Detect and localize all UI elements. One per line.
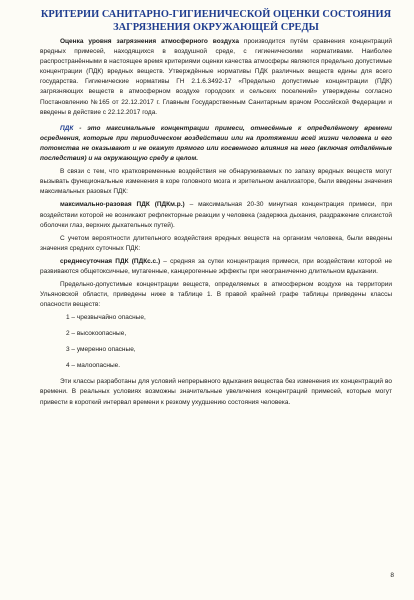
page-title <box>40 8 392 34</box>
hazard-class-item: 2 – высокоопасные, <box>66 330 127 338</box>
pdk-definition-text: - это максимальные концентрации примеси, отнесённые к определённому времени осреднения, которые при периодическом воздействии или на протяжении всей жизни человека и его потомства не оказывают и не окажут прямого или косвенного влияния на него (включая отдалённые последствия) и на окружающую среду в целом. <box>40 124 392 163</box>
intro-text: производится путём сравнения концентраций вредных примесей, находящихся в воздушной среде, с гигиеническими нормативами. Наиболее распространёнными в настоящее время критериями оценки качества атмосферы являются предельно допустимые концентрации (ПДК) вредных веществ. Утверждённые нормативы ПДК различных веществ едины для всего государства. Гигиенические нормативы ГН 2.1.6.3492-17 «Предельно допустимые концентрации (ПДК) загрязняющих веществ в атмосферном воздухе городских и сельских поселений» утверждены согласно Постановлению №165 от 22.12.2017 г. Главным Государственным Санитарным врачом Российской Федерации и введены в действие с 22.12.2017 года. <box>40 38 392 116</box>
page-number: 8 <box>390 572 394 579</box>
paragraph-conclusion: Эти классы разработаны для условий непрерывного вдыхания вещества без изменения их концентраций во времени. В реальных условиях возможны значительные увеличения концентраций примесей, которые могут привести в короткий интервал времени к резкому ухудшению состояния человека. <box>40 378 392 406</box>
paragraph-short-term: В связи с тем, что кратковременные воздействия не обнаруживаемых по запаху вредных веществ могут вызывать функциональные изменения в коре головного мозга и зрительном анализаторе, были введены значения максимальных разовых ПДК: <box>40 168 392 196</box>
paragraph-table-intro: Предельно-допустимые концентрации веществ, определяемых в атмосферном воздухе на территории Ульяновской области, приведены ниже в таблице 1. В правой крайней графе таблицы приведены классы опасности веществ: <box>40 281 392 309</box>
paragraph-max-single <box>40 200 392 230</box>
paragraph-daily-average <box>40 257 392 277</box>
title-line-1: КРИТЕРИИ САНИТАРНО-ГИГИЕНИЧЕСКОЙ ОЦЕНКИ СОСТОЯНИЯ <box>40 9 392 20</box>
paragraph-intro <box>40 37 392 118</box>
title-line-2: ЗАГРЯЗНЕНИЯ ОКРУЖАЮЩЕЙ СРЕДЫ <box>113 22 319 33</box>
hazard-class-item: 3 – умеренно опасные, <box>66 346 136 354</box>
pdk-term: ПДК <box>60 124 74 132</box>
pdk-definition <box>40 124 392 164</box>
daily-average-text: – средняя за сутки концентрация примеси, при воздействии которой не развиваются общетоксичные, мутагенные, канцерогенные эффекты при неограниченно длительном вдыхании. <box>40 257 392 275</box>
hazard-class-item: 1 – чрезвычайно опасные, <box>66 314 146 322</box>
hazard-class-list <box>40 313 392 371</box>
paragraph-long-term: С учетом вероятности длительного воздействия вредных веществ на организм человека, были введены значения средних суточных ПДК: <box>40 234 392 252</box>
hazard-class-item: 4 – малоопасные. <box>66 362 121 370</box>
max-single-term: максимально-разовая ПДК (ПДКм.р.) <box>60 201 185 209</box>
intro-bold: Оценка уровня загрязнения атмосферного воздуха <box>60 38 239 45</box>
daily-average-term: среднесуточная ПДК (ПДКс.с.) <box>60 257 161 265</box>
max-single-text: – максимальная 20-30 минутная концентрация примеси, при воздействии которой не возникают рефлекторные реакции у человека (задержка дыхания, раздражение слизистой оболочки глаз, верхних дыхательных путей). <box>40 201 392 229</box>
